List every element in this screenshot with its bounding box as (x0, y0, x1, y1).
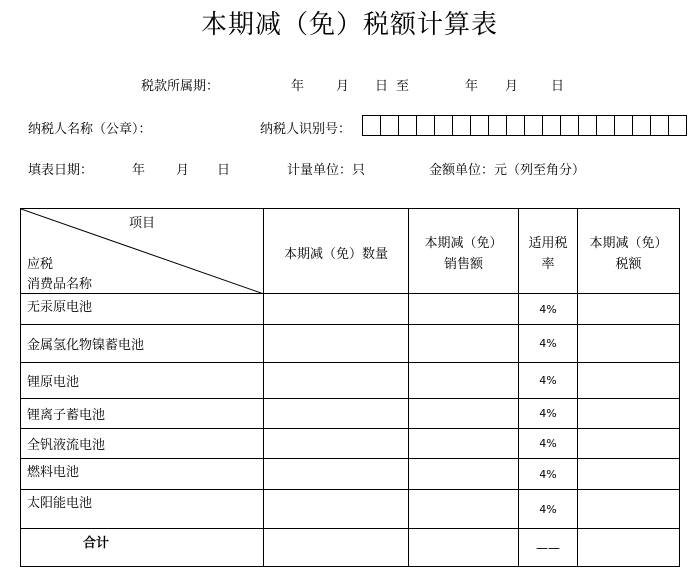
sales-cell[interactable] (409, 325, 519, 363)
id-digit-box[interactable] (614, 115, 632, 136)
row-name: 太阳能电池 (21, 490, 264, 529)
tax-cell[interactable] (578, 363, 680, 399)
header-sales (409, 209, 519, 294)
unit-label: 计量单位：只 (287, 163, 366, 178)
period-day1: 日 (375, 79, 389, 94)
sales-cell[interactable] (409, 363, 519, 399)
period-label: 税款所属期： (141, 79, 220, 94)
table-row (21, 429, 680, 459)
tax-cell[interactable] (578, 399, 680, 429)
header-sales-line2: 销售额 (443, 257, 483, 272)
tax-cell[interactable] (578, 490, 680, 529)
header-product-name: 消费品名称 (27, 277, 93, 292)
header-qty (264, 209, 409, 294)
sales-cell[interactable] (409, 294, 519, 325)
period-year1: 年 (291, 79, 305, 94)
rate-cell: 4% (519, 490, 578, 529)
id-digit-box[interactable] (452, 115, 470, 136)
id-digit-box[interactable] (362, 115, 380, 136)
header-taxable: 应税 (27, 257, 54, 272)
header-tax (578, 209, 680, 294)
taxpayer-name-label: 纳税人名称（公章）： (28, 122, 152, 137)
tax-cell[interactable] (578, 429, 680, 459)
fill-date-label: 填表日期： (28, 163, 94, 178)
row-name: 锂离子蓄电池 (21, 399, 264, 429)
period-to: 至 (396, 79, 410, 94)
header-rate-line2: 率 (541, 257, 555, 272)
qty-cell[interactable] (264, 325, 409, 363)
header-project: 项目 (129, 216, 156, 231)
rate-cell: 4% (519, 399, 578, 429)
header-qty-text: 本期减（免）数量 (283, 247, 388, 262)
row-name: 无汞原电池 (21, 294, 264, 325)
amount-unit-label: 金额单位：元（列至角分） (429, 163, 586, 178)
diagonal-header-cell (21, 209, 264, 294)
id-digit-box[interactable] (434, 115, 452, 136)
id-digit-box[interactable] (578, 115, 596, 136)
total-qty-cell[interactable] (264, 529, 409, 567)
tax-cell[interactable] (578, 459, 680, 490)
tax-table (20, 208, 680, 567)
sales-cell[interactable] (409, 399, 519, 429)
qty-cell[interactable] (264, 294, 409, 325)
period-year2: 年 (465, 79, 479, 94)
qty-cell[interactable] (264, 490, 409, 529)
id-digit-box[interactable] (380, 115, 398, 136)
header-sales-line1: 本期减（免） (424, 236, 503, 251)
fill-year: 年 (132, 163, 146, 178)
id-digit-box[interactable] (524, 115, 542, 136)
id-digit-box[interactable] (470, 115, 488, 136)
table-row (21, 294, 680, 325)
tax-cell[interactable] (578, 325, 680, 363)
total-sales-cell[interactable] (409, 529, 519, 567)
taxpayer-id-label: 纳税人识别号： (260, 122, 352, 137)
period-month1: 月 (336, 79, 350, 94)
table-row (21, 363, 680, 399)
header-rate-line1: 适用税 (528, 236, 568, 251)
row-name: 锂原电池 (21, 363, 264, 399)
sales-cell[interactable] (409, 490, 519, 529)
id-digit-box[interactable] (596, 115, 614, 136)
period-day2: 日 (551, 79, 565, 94)
rate-cell: 4% (519, 429, 578, 459)
id-digit-box[interactable] (668, 115, 687, 136)
total-row (21, 529, 680, 567)
rate-cell: 4% (519, 363, 578, 399)
fill-month: 月 (176, 163, 190, 178)
tax-cell[interactable] (578, 294, 680, 325)
sales-cell[interactable] (409, 429, 519, 459)
period-month2: 月 (505, 79, 519, 94)
qty-cell[interactable] (264, 459, 409, 490)
page-title: 本期减（免）税额计算表 (200, 10, 498, 40)
table-row (21, 490, 680, 529)
header-tax-line1: 本期减（免） (589, 236, 668, 251)
id-digit-box[interactable] (416, 115, 434, 136)
rate-cell: 4% (519, 459, 578, 490)
rate-cell: 4% (519, 325, 578, 363)
qty-cell[interactable] (264, 363, 409, 399)
id-digit-box[interactable] (506, 115, 524, 136)
row-name: 燃料电池 (21, 459, 264, 490)
header-tax-line2: 税额 (615, 257, 642, 272)
table-row (21, 399, 680, 429)
row-name: 金属氢化物镍蓄电池 (21, 325, 264, 363)
id-digit-box[interactable] (632, 115, 650, 136)
sales-cell[interactable] (409, 459, 519, 490)
total-rate-cell: —— (519, 529, 578, 567)
qty-cell[interactable] (264, 429, 409, 459)
table-row (21, 325, 680, 363)
table-row (21, 459, 680, 490)
taxpayer-id-boxes[interactable] (362, 115, 687, 136)
row-name: 全钒液流电池 (21, 429, 264, 459)
total-tax-cell[interactable] (578, 529, 680, 567)
id-digit-box[interactable] (488, 115, 506, 136)
header-rate (519, 209, 578, 294)
rate-cell: 4% (519, 294, 578, 325)
fill-day: 日 (217, 163, 231, 178)
id-digit-box[interactable] (650, 115, 668, 136)
id-digit-box[interactable] (560, 115, 578, 136)
table-header-row (21, 209, 680, 294)
id-digit-box[interactable] (542, 115, 560, 136)
qty-cell[interactable] (264, 399, 409, 429)
total-label: 合计 (21, 529, 264, 567)
id-digit-box[interactable] (398, 115, 416, 136)
